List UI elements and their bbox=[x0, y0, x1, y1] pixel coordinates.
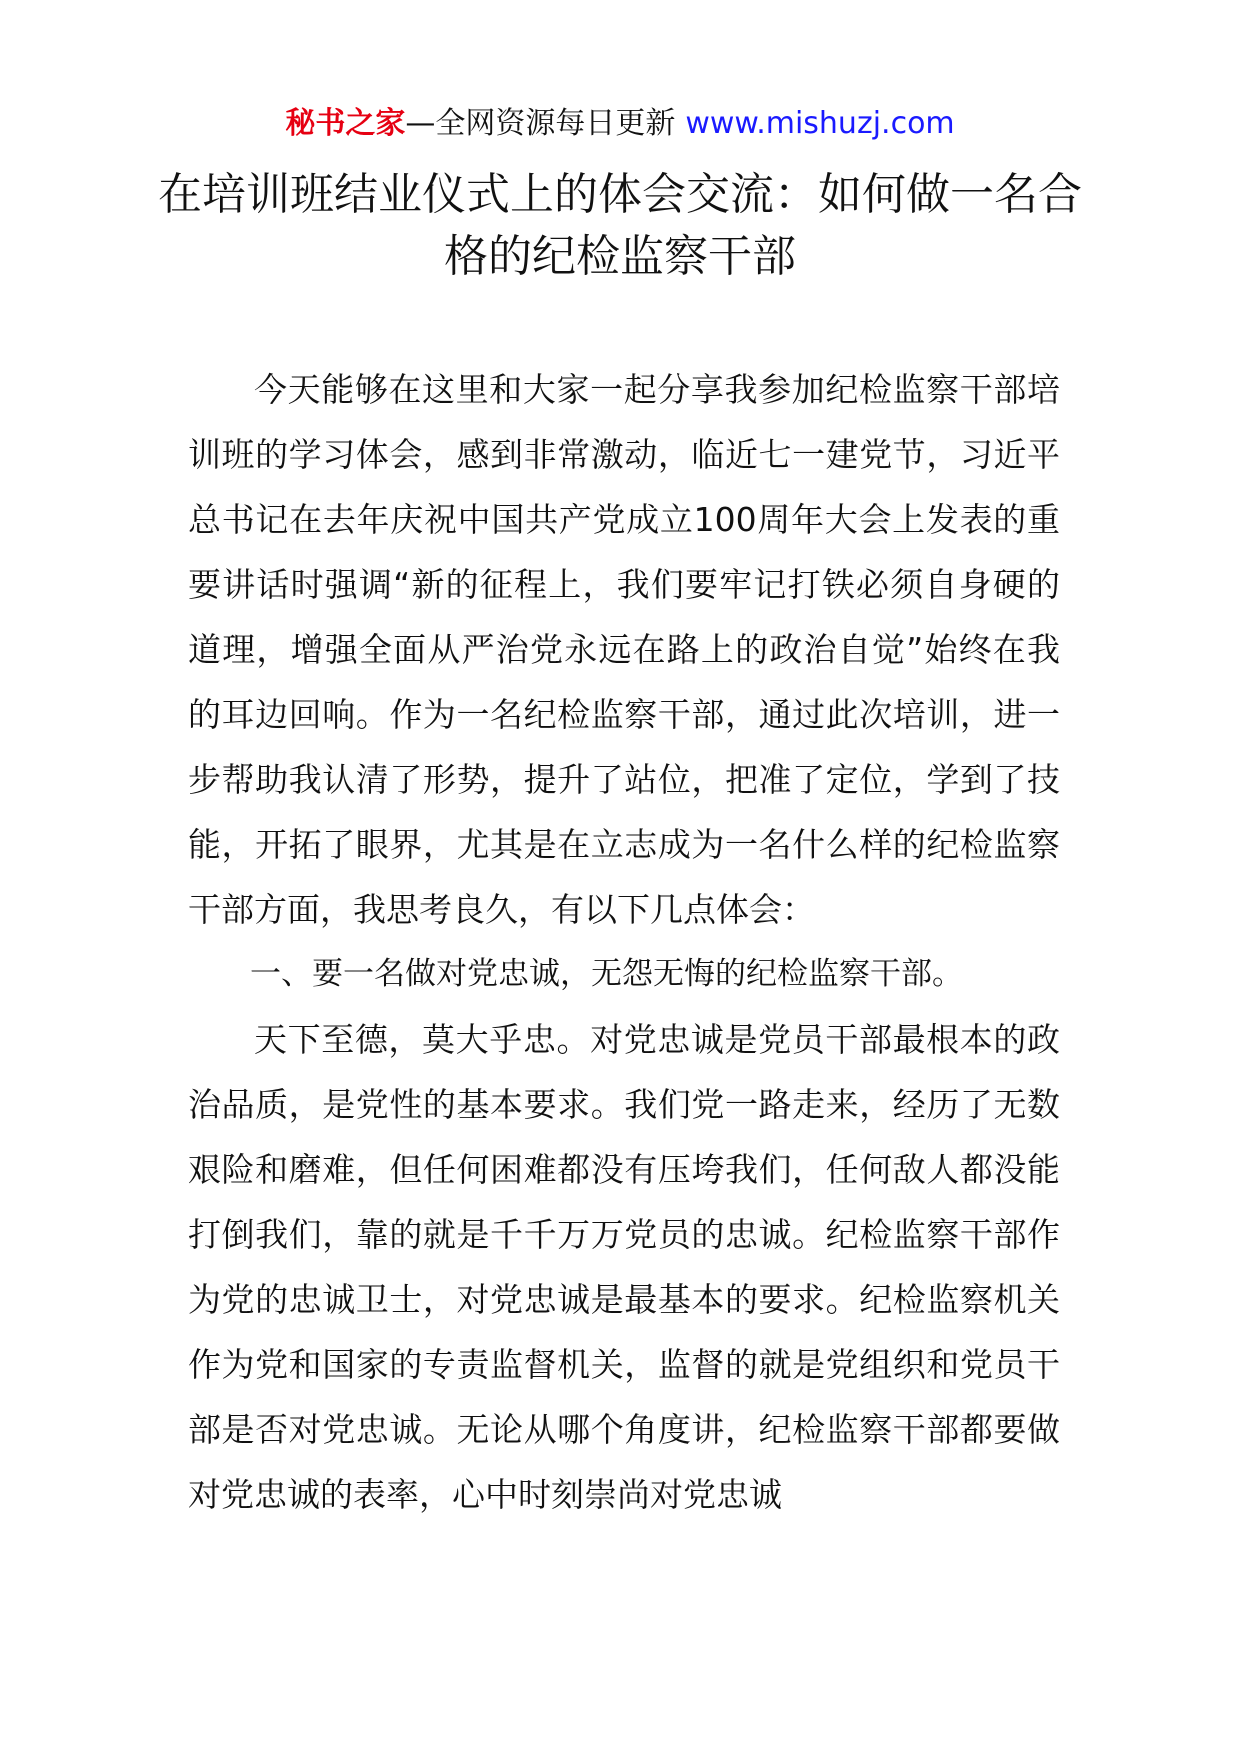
site-url-link[interactable]: www.mishuzj.com bbox=[685, 106, 955, 141]
intro-paragraph: 今天能够在这里和大家一起分享我参加纪检监察干部培训班的学习体会，感到非常激动，临近七一建党节，习近平总书记在去年庆祝中国共产党成立100周年大会上发表的重要讲话时强调“新的征程上，我们要牢记打铁必须自身硬的道理，增强全面从严治党永远在路上的政治自觉”始终在我的耳边回响。作为一名纪检监察干部，通过此次培训，进一步帮助我认清了形势，提升了站位，把准了定位，学到了技能，开拓了眼界，尤其是在立志成为一名什么样的纪检监察干部方面，我思考良久，有以下几点体会： bbox=[188, 370, 1060, 929]
document-body bbox=[188, 357, 1060, 1527]
section-heading-1: 一、要一名做对党忠诚，无怨无悔的纪检监察干部。 bbox=[250, 956, 963, 992]
site-brand: 秘书之家 bbox=[285, 106, 406, 141]
site-tagline: —全网资源每日更新 bbox=[405, 106, 676, 141]
site-header bbox=[0, 104, 1240, 144]
document-title: 在培训班结业仪式上的体会交流：如何做一名合格的纪检监察干部 bbox=[158, 169, 1082, 282]
body-paragraph: 天下至德，莫大乎忠。对党忠诚是党员干部最根本的政治品质，是党性的基本要求。我们党一路走来，经历了无数艰险和磨难，但任何困难都没有压垮我们，任何敌人都没能打倒我们，靠的就是千千万万党员的忠诚。纪检监察干部作为党的忠诚卫士，对党忠诚是最基本的要求。纪检监察机关作为党和国家的专责监督机关，监督的就是党组织和党员干部是否对党忠诚。无论从哪个角度讲，纪检监察干部都要做对党忠诚的表率，心中时刻崇尚对党忠诚 bbox=[188, 1020, 1060, 1514]
